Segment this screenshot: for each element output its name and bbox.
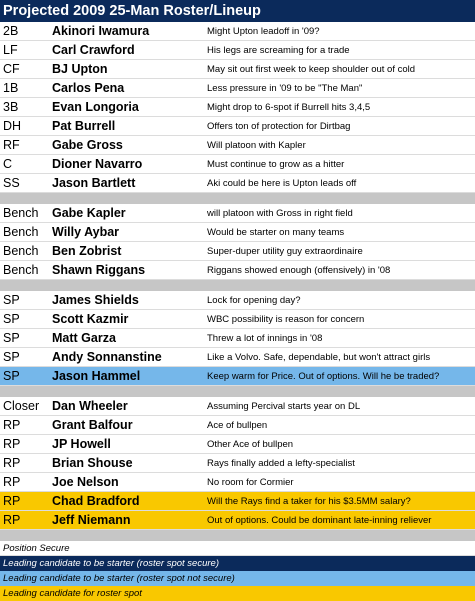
player-name-cell: Grant Balfour: [52, 418, 133, 432]
player-name-cell: Akinori Iwamura: [52, 24, 150, 38]
player-name-cell: Matt Garza: [52, 331, 116, 345]
note-cell: will platoon with Gross in right field: [207, 207, 353, 219]
position-cell: LF: [3, 43, 18, 57]
note-cell: Lock for opening day?: [207, 294, 301, 306]
roster-row: [0, 22, 475, 41]
roster-row: [0, 454, 475, 473]
player-name-cell: Dioner Navarro: [52, 157, 143, 171]
roster-table: [0, 22, 475, 541]
position-cell: Bench: [3, 206, 39, 220]
note-cell: Riggans showed enough (offensively) in '08: [207, 264, 391, 276]
roster-row: [0, 310, 475, 329]
player-name-cell: JP Howell: [52, 437, 111, 451]
position-cell: RP: [3, 418, 21, 432]
position-cell: SP: [3, 312, 20, 326]
position-cell: SP: [3, 293, 20, 307]
player-name-cell: Jason Bartlett: [52, 176, 136, 190]
roster-row: [0, 174, 475, 193]
note-cell: May sit out first week to keep shoulder out of cold: [207, 63, 416, 75]
roster-row: [0, 79, 475, 98]
note-cell: Might Upton leadoff in '09?: [207, 25, 320, 37]
position-cell: Closer: [3, 399, 40, 413]
position-cell: SP: [3, 350, 20, 364]
sheet-title: Projected 2009 25-Man Roster/Lineup: [0, 0, 475, 22]
roster-row: [0, 473, 475, 492]
player-name-cell: Jason Hammel: [52, 369, 141, 383]
position-cell: Bench: [3, 263, 39, 277]
player-name-cell: Joe Nelson: [52, 475, 119, 489]
position-cell: RF: [3, 138, 20, 152]
position-cell: RP: [3, 475, 21, 489]
roster-row: [0, 348, 475, 367]
group-separator: [0, 386, 475, 397]
note-cell: Will the Rays find a taker for his $3.5MM salary?: [207, 495, 411, 507]
player-name-cell: James Shields: [52, 293, 139, 307]
group-separator: [0, 193, 475, 204]
note-cell: Out of options. Could be dominant late-inning reliever: [207, 514, 432, 526]
position-cell: RP: [3, 456, 21, 470]
legend-item: Leading candidate for roster spot: [0, 586, 475, 601]
roster-row: [0, 329, 475, 348]
player-name-cell: Willy Aybar: [52, 225, 120, 239]
note-cell: Assuming Percival starts year on DL: [207, 400, 361, 412]
roster-row: [0, 291, 475, 310]
note-cell: Will platoon with Kapler: [207, 139, 306, 151]
roster-row: [0, 416, 475, 435]
note-cell: Like a Volvo. Safe, dependable, but won't attract girls: [207, 351, 431, 363]
note-cell: No room for Cormier: [207, 476, 294, 488]
roster-row: [0, 60, 475, 79]
legend-item: Leading candidate to be starter (roster spot not secure): [0, 571, 475, 586]
roster-row: [0, 492, 475, 511]
note-cell: Must continue to grow as a hitter: [207, 158, 345, 170]
roster-row: [0, 511, 475, 530]
position-cell: C: [3, 157, 13, 171]
position-cell: SS: [3, 176, 20, 190]
player-name-cell: Jeff Niemann: [52, 513, 131, 527]
roster-row: [0, 242, 475, 261]
position-cell: 3B: [3, 100, 19, 114]
roster-row: [0, 117, 475, 136]
position-cell: 1B: [3, 81, 19, 95]
position-cell: Bench: [3, 225, 39, 239]
position-cell: CF: [3, 62, 20, 76]
roster-row: [0, 435, 475, 454]
position-cell: DH: [3, 119, 22, 133]
note-cell: Might drop to 6-spot if Burrell hits 3,4,5: [207, 101, 371, 113]
player-name-cell: Carlos Pena: [52, 81, 125, 95]
roster-row: [0, 98, 475, 117]
roster-row: [0, 367, 475, 386]
group-separator: [0, 530, 475, 541]
note-cell: His legs are screaming for a trade: [207, 44, 350, 56]
player-name-cell: Gabe Kapler: [52, 206, 126, 220]
player-name-cell: Gabe Gross: [52, 138, 123, 152]
position-cell: RP: [3, 437, 21, 451]
position-cell: 2B: [3, 24, 19, 38]
player-name-cell: Shawn Riggans: [52, 263, 146, 277]
note-cell: Threw a lot of innings in '08: [207, 332, 323, 344]
player-name-cell: Pat Burrell: [52, 119, 116, 133]
player-name-cell: BJ Upton: [52, 62, 108, 76]
player-name-cell: Dan Wheeler: [52, 399, 128, 413]
player-name-cell: Evan Longoria: [52, 100, 139, 114]
note-cell: Ace of bullpen: [207, 419, 268, 431]
position-cell: RP: [3, 513, 21, 527]
legend-item: Position Secure: [0, 541, 475, 556]
roster-row: [0, 204, 475, 223]
note-cell: Aki could be here is Upton leads off: [207, 177, 357, 189]
position-cell: RP: [3, 494, 21, 508]
player-name-cell: Carl Crawford: [52, 43, 135, 57]
roster-row: [0, 41, 475, 60]
player-name-cell: Ben Zobrist: [52, 244, 122, 258]
note-cell: WBC possibility is reason for concern: [207, 313, 365, 325]
note-cell: Rays finally added a lefty-specialist: [207, 457, 355, 469]
player-name-cell: Scott Kazmir: [52, 312, 129, 326]
note-cell: Other Ace of bullpen: [207, 438, 294, 450]
position-cell: SP: [3, 369, 20, 383]
note-cell: Offers ton of protection for Dirtbag: [207, 120, 351, 132]
roster-row: [0, 397, 475, 416]
roster-row: [0, 155, 475, 174]
note-cell: Keep warm for Price. Out of options. Will he be traded?: [207, 370, 440, 382]
player-name-cell: Chad Bradford: [52, 494, 140, 508]
roster-row: [0, 223, 475, 242]
note-cell: Less pressure in '09 to be "The Man": [207, 82, 363, 94]
player-name-cell: Brian Shouse: [52, 456, 133, 470]
legend: [0, 541, 475, 601]
player-name-cell: Andy Sonnanstine: [52, 350, 162, 364]
note-cell: Super-duper utility guy extraordinaire: [207, 245, 363, 257]
legend-item: Leading candidate to be starter (roster spot secure): [0, 556, 475, 571]
group-separator: [0, 280, 475, 291]
position-cell: SP: [3, 331, 20, 345]
note-cell: Would be starter on many teams: [207, 226, 345, 238]
roster-row: [0, 136, 475, 155]
position-cell: Bench: [3, 244, 39, 258]
roster-row: [0, 261, 475, 280]
